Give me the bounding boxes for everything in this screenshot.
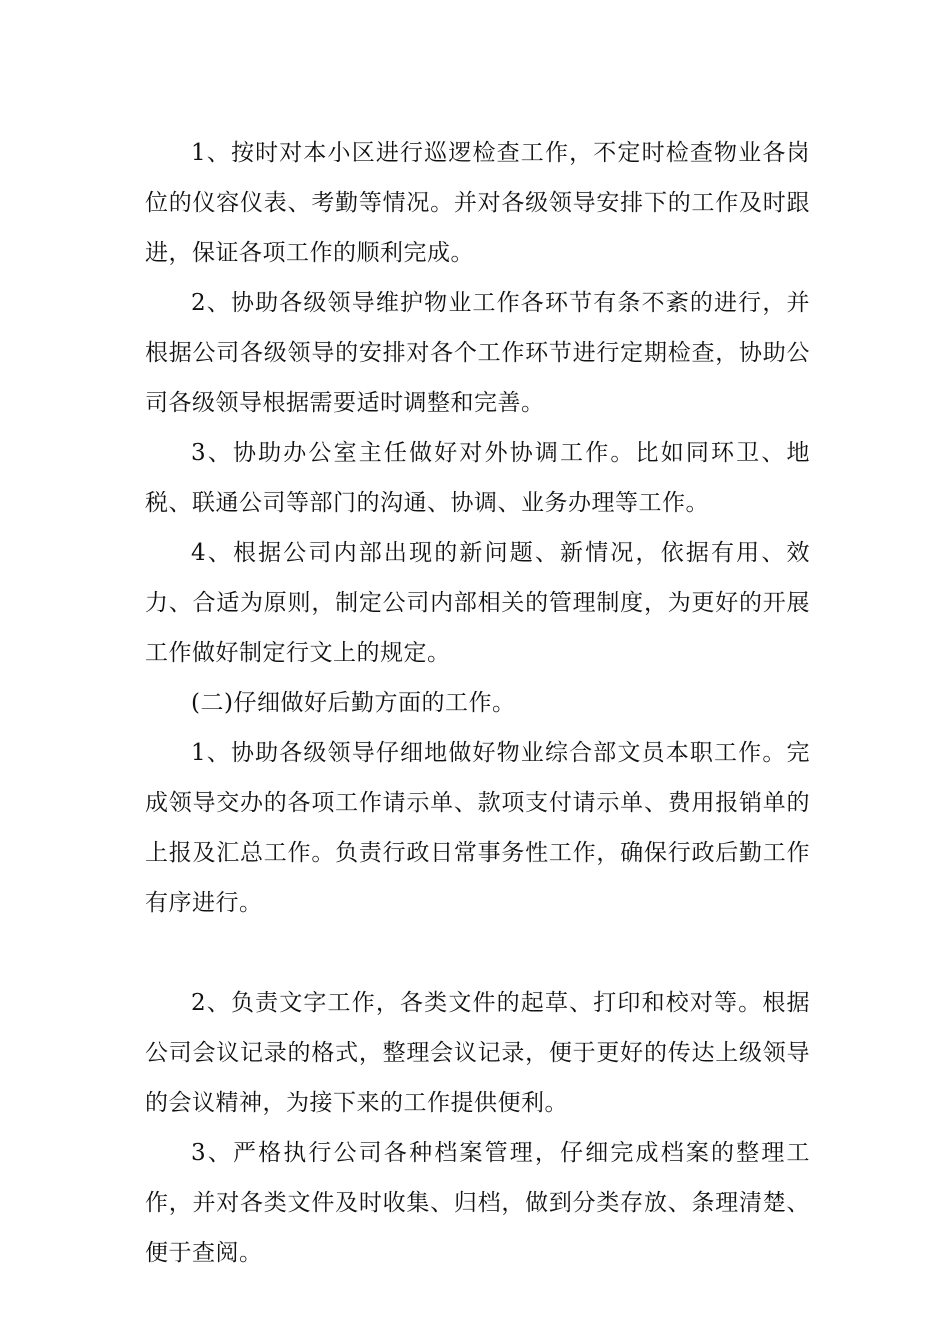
paragraph-1: 1、按时对本小区进行巡逻检查工作，不定时检查物业各岗位的仪容仪表、考勤等情况。并对各级领导安排下的工作及时跟进，保证各项工作的顺利完成。 (145, 140, 810, 266)
paragraph-7: 3、严格执行公司各种档案管理，仔细完成档案的整理工作，并对各类文件及时收集、归档，做到分类存放、条理清楚、便于查阅。 (145, 1140, 810, 1266)
paragraph-5: 1、协助各级领导仔细地做好物业综合部文员本职工作。完成领导交办的各项工作请示单、款项支付请示单、费用报销单的上报及汇总工作。负责行政日常事务性工作，确保行政后勤工作有序进行。 (145, 740, 810, 916)
paragraph-3: 3、协助办公室主任做好对外协调工作。比如同环卫、地税、联通公司等部门的沟通、协调、业务办理等工作。 (145, 440, 810, 516)
paragraph-gap (145, 928, 810, 978)
document-body (145, 128, 810, 1278)
paragraph-2: 2、协助各级领导维护物业工作各环节有条不紊的进行，并根据公司各级领导的安排对各个工作环节进行定期检查，协助公司各级领导根据需要适时调整和完善。 (145, 290, 810, 416)
section-heading: (二)仔细做好后勤方面的工作。 (191, 690, 516, 716)
paragraph-4: 4、根据公司内部出现的新问题、新情况，依据有用、效力、合适为原则，制定公司内部相关的管理制度，为更好的开展工作做好制定行文上的规定。 (145, 540, 810, 666)
paragraph-6: 2、负责文字工作，各类文件的起草、打印和校对等。根据公司会议记录的格式，整理会议记录，便于更好的传达上级领导的会议精神，为接下来的工作提供便利。 (145, 990, 810, 1116)
